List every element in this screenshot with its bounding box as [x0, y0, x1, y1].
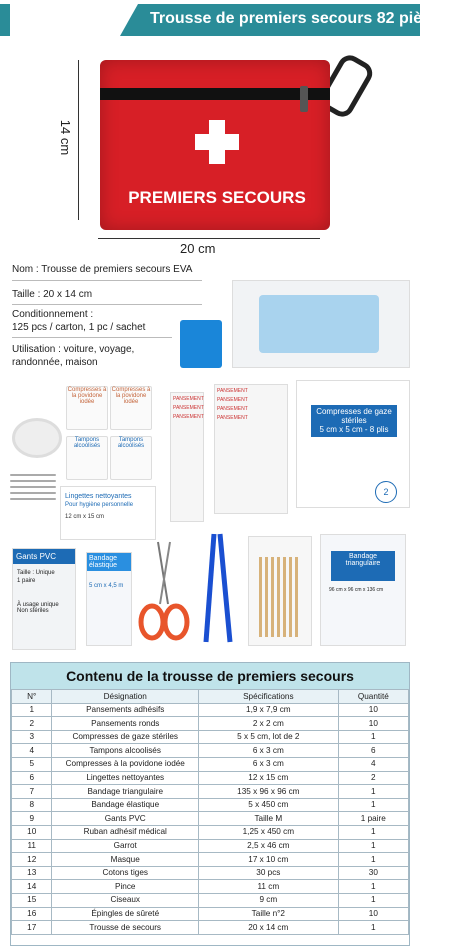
spec-nom: Nom : Trousse de premiers secours EVA [12, 264, 193, 275]
cell-specification: 135 x 96 x 96 cm [199, 785, 339, 799]
col-header-number: N° [12, 690, 52, 704]
cell-number: 6 [12, 771, 52, 785]
cell-designation: Compresses à la povidone iodée [52, 757, 199, 771]
mask-image [232, 280, 410, 368]
cell-designation: Gants PVC [52, 812, 199, 826]
cell-designation: Tampons alcoolisés [52, 744, 199, 758]
cell-quantity: 10 [338, 703, 408, 717]
cell-number: 13 [12, 866, 52, 880]
cell-quantity: 1 [338, 785, 408, 799]
triangular-bandage-pack [320, 534, 406, 646]
tri-label: Bandage triangulaire [331, 551, 395, 581]
cell-specification: 1,25 x 450 cm [199, 825, 339, 839]
adhesive-plasters-image [170, 392, 204, 522]
plaster-label: PANSEMENT [217, 406, 248, 412]
col-header-designation: Désignation [52, 690, 199, 704]
cell-specification: 11 cm [199, 880, 339, 894]
cell-specification: Taille n°2 [199, 907, 339, 921]
bag-zipper [100, 88, 330, 100]
width-dimension-label: 20 cm [180, 241, 216, 256]
sterile-gauze-pack [296, 380, 410, 508]
table-row [12, 812, 409, 826]
cell-specification: 5 x 5 cm, lot de 2 [199, 730, 339, 744]
table-row [12, 744, 409, 758]
spec-utilisation-label: Utilisation : voiture, voyage, [12, 344, 135, 355]
cell-specification: 2,5 x 46 cm [199, 839, 339, 853]
table-row [12, 907, 409, 921]
height-dimension-line [78, 60, 79, 220]
povidone-sachet [110, 386, 152, 430]
table-row [12, 921, 409, 935]
plaster-label: PANSEMENT [217, 397, 248, 403]
cell-designation: Bandage triangulaire [52, 785, 199, 799]
table-row [12, 703, 409, 717]
tri-size: 96 cm x 96 cm x 136 cm [329, 587, 384, 593]
cell-quantity: 4 [338, 757, 408, 771]
table-row [12, 825, 409, 839]
cell-quantity: 1 [338, 921, 408, 935]
medical-tape-image [180, 320, 222, 368]
table-header-row [12, 690, 409, 704]
table-row [12, 798, 409, 812]
cell-number: 10 [12, 825, 52, 839]
table-row [12, 893, 409, 907]
wipes-sub: Pour hygiène personnelle [65, 502, 134, 508]
page-title: Trousse de premiers secours 82 pièces [150, 10, 449, 27]
table-row [12, 717, 409, 731]
cell-quantity: 1 [338, 730, 408, 744]
cell-specification: Taille M [199, 812, 339, 826]
cell-specification: 17 x 10 cm [199, 853, 339, 867]
zipper-pull [300, 86, 308, 112]
cell-specification: 30 pcs [199, 866, 339, 880]
cell-specification: 20 x 14 cm [199, 921, 339, 935]
height-dimension-label: 14 cm [58, 119, 74, 156]
spec-divider [12, 280, 202, 281]
first-aid-bag-image [60, 50, 360, 250]
gauze-count: 2 [375, 481, 397, 503]
table-row [12, 757, 409, 771]
table-row [12, 880, 409, 894]
cell-specification: 2 x 2 cm [199, 717, 339, 731]
bag-label: PREMIERS SECOURS [128, 188, 306, 207]
cell-specification: 6 x 3 cm [199, 757, 339, 771]
tampons-label: Tampons alcoolisés [73, 437, 101, 449]
cell-specification: 9 cm [199, 893, 339, 907]
cell-number: 11 [12, 839, 52, 853]
cell-quantity: 1 [338, 893, 408, 907]
table-row [12, 785, 409, 799]
bandage-label: Bandage élastique [87, 553, 131, 571]
cell-specification: 6 x 3 cm [199, 744, 339, 758]
cell-designation: Épingles de sûreté [52, 907, 199, 921]
tweezers-icon [200, 530, 236, 646]
pvc-gloves-pack [12, 548, 76, 650]
cell-designation: Trousse de secours [52, 921, 199, 935]
cell-number: 16 [12, 907, 52, 921]
plaster-label: PANSEMENT [173, 405, 204, 411]
povidone-sachet [66, 386, 108, 430]
cell-number: 3 [12, 730, 52, 744]
table-row [12, 853, 409, 867]
cell-quantity: 10 [338, 717, 408, 731]
povidone-label: Compresses à la povidone iodée [67, 387, 107, 405]
cell-specification: 12 x 15 cm [199, 771, 339, 785]
cell-designation: Lingettes nettoyantes [52, 771, 199, 785]
cell-designation: Pansements adhésifs [52, 703, 199, 717]
spec-divider [12, 304, 202, 305]
cell-number: 2 [12, 717, 52, 731]
scissors-icon [138, 540, 190, 644]
cell-number: 8 [12, 798, 52, 812]
cotton-swabs-pack [248, 536, 312, 646]
alcohol-pad-sachet [110, 436, 152, 480]
gloves-size: Taille : Unique [17, 570, 55, 576]
cell-specification: 5 x 450 cm [199, 798, 339, 812]
spec-conditionnement-value: 125 pcs / carton, 1 pc / sachet [12, 322, 146, 333]
alcohol-pad-sachet [66, 436, 108, 480]
table-row [12, 866, 409, 880]
plaster-label: PANSEMENT [173, 396, 204, 402]
contents-table [11, 689, 409, 935]
table-row [12, 771, 409, 785]
povidone-label: Compresses à la povidone iodée [111, 387, 151, 405]
plaster-label: PANSEMENT [217, 388, 248, 394]
cell-quantity: 10 [338, 907, 408, 921]
header-banner [0, 0, 449, 38]
cell-quantity: 30 [338, 866, 408, 880]
cell-number: 17 [12, 921, 52, 935]
cell-designation: Pansements ronds [52, 717, 199, 731]
cell-designation: Ciseaux [52, 893, 199, 907]
gloves-pair: 1 paire [17, 578, 36, 584]
width-dimension-line [98, 238, 320, 239]
cell-number: 14 [12, 880, 52, 894]
safety-pins-image [10, 470, 58, 506]
gloves-note: À usage unique Non stériles [17, 602, 59, 614]
contents-table-title: Contenu de la trousse de premiers secours [11, 663, 409, 689]
cell-designation: Compresses de gaze stériles [52, 730, 199, 744]
adhesive-plasters-image [214, 384, 288, 514]
gloves-label: Gants PVC [13, 549, 75, 564]
wipes-size: 12 cm x 15 cm [65, 514, 105, 520]
cell-designation: Pince [52, 880, 199, 894]
cell-designation: Cotons tiges [52, 866, 199, 880]
cell-designation: Garrot [52, 839, 199, 853]
tampons-label: Tampons alcoolisés [117, 437, 145, 449]
table-row [12, 730, 409, 744]
cell-number: 9 [12, 812, 52, 826]
col-header-specifications: Spécifications [199, 690, 339, 704]
cell-designation: Bandage élastique [52, 798, 199, 812]
cleansing-wipes-sachet [60, 486, 156, 540]
cell-specification: 1,9 x 7,9 cm [199, 703, 339, 717]
cell-number: 4 [12, 744, 52, 758]
spec-conditionnement-label: Conditionnement : [12, 309, 94, 320]
cell-quantity: 1 [338, 880, 408, 894]
banner-accent [0, 4, 10, 36]
cell-quantity: 2 [338, 771, 408, 785]
cell-quantity: 1 [338, 825, 408, 839]
plaster-label: PANSEMENT [173, 414, 204, 420]
cell-designation: Ruban adhésif médical [52, 825, 199, 839]
contents-table-box [10, 662, 410, 946]
cell-designation: Masque [52, 853, 199, 867]
cell-number: 15 [12, 893, 52, 907]
bandage-size: 5 cm x 4,5 m [89, 583, 124, 589]
cell-quantity: 6 [338, 744, 408, 758]
gauze-size: 5 cm x 5 cm - 8 plis [319, 425, 389, 434]
plaster-label: PANSEMENT [217, 415, 248, 421]
wipes-label: Lingettes nettoyantes [65, 493, 132, 500]
cell-number: 12 [12, 853, 52, 867]
elastic-bandage-pack [86, 552, 132, 646]
cross-icon [195, 120, 239, 164]
gauze-label-box [311, 405, 397, 437]
spec-divider [12, 337, 172, 338]
cell-number: 5 [12, 757, 52, 771]
cell-quantity: 1 paire [338, 812, 408, 826]
spec-utilisation-value: randonnée, maison [12, 357, 98, 368]
cell-number: 1 [12, 703, 52, 717]
cell-quantity: 1 [338, 798, 408, 812]
cell-quantity: 1 [338, 853, 408, 867]
col-header-quantity: Quantité [338, 690, 408, 704]
tape-roll-image [12, 418, 62, 458]
cell-quantity: 1 [338, 839, 408, 853]
table-row [12, 839, 409, 853]
spec-taille: Taille : 20 x 14 cm [12, 289, 93, 300]
gauze-label: Compresses de gaze stériles [316, 407, 392, 425]
cell-number: 7 [12, 785, 52, 799]
